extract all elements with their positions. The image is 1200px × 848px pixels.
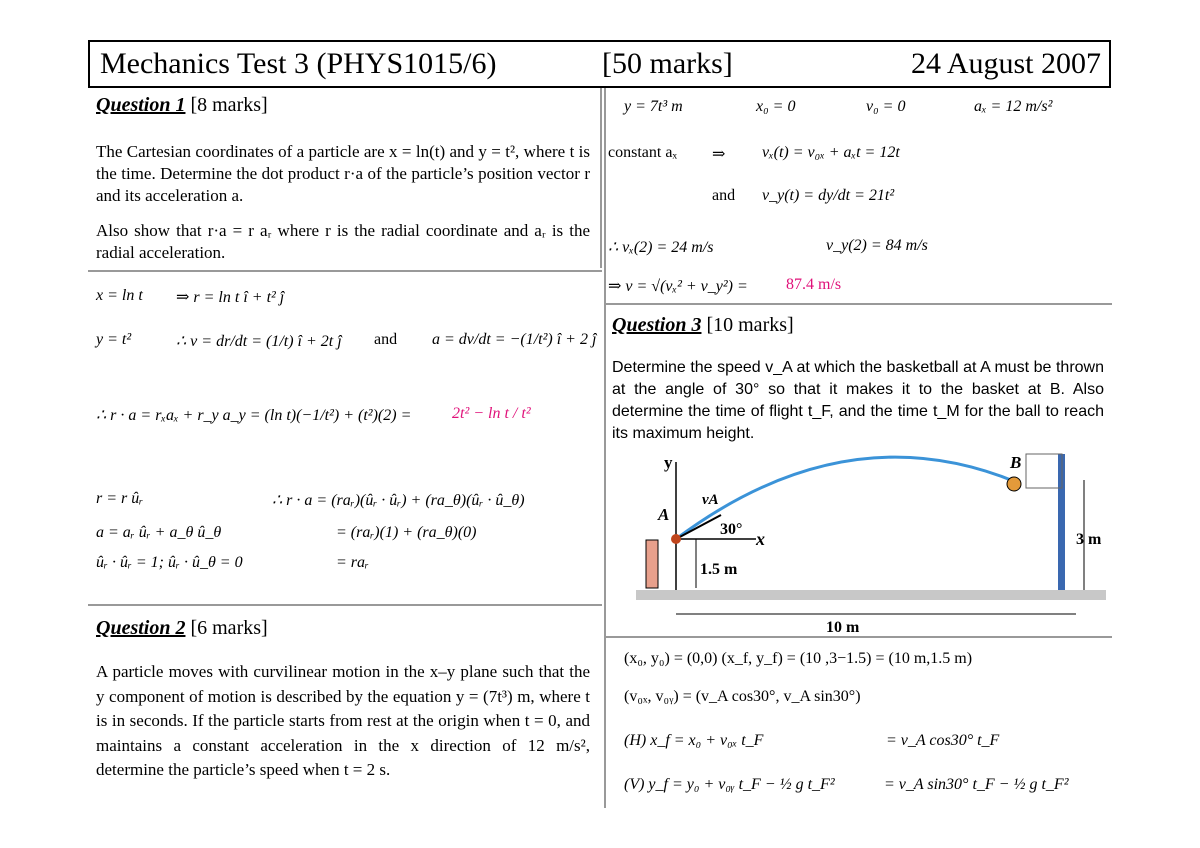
q1-eq: ∴ v = dr/dt = (1/t) î + 2t ĵ [176, 333, 342, 350]
fig-label: 30° [720, 521, 743, 538]
divider [88, 270, 602, 272]
q3-eq: = v_A cos30° t_F [886, 732, 1000, 749]
test-title: Mechanics Test 3 (PHYS1015/6) [100, 47, 497, 80]
fig-label: 1.5 m [700, 561, 738, 578]
q1-answer: 2t² − ln t / t² [452, 405, 531, 422]
q1-eq: y = t² [96, 331, 132, 348]
q3-eq: (x₀, y₀) = (0,0) (x_f, y_f) = (10 ,3−1.5) = (10 m,1.5 m) [624, 650, 973, 667]
q1-eq: r = r ûᵣ [96, 490, 144, 507]
backboard [1026, 454, 1062, 488]
q1-eq: ⇒ r = ln t î + t² ĵ [176, 289, 285, 306]
question-3-heading: Question 3 [10 marks] [612, 314, 794, 336]
fig-label: vA [702, 492, 719, 508]
fig-label: 10 m [826, 619, 860, 636]
divider [600, 88, 602, 268]
q3-eq: (v₀ₓ, v₀ᵧ) = (v_A cos30°, v_A sin30°) [624, 688, 861, 705]
q3-eq: (V) y_f = y₀ + v₀ᵧ t_F − ½ g t_F² [624, 776, 835, 793]
question-2-text: A particle moves with curvilinear motion in the x–y plane such that the y component of motion is described by the equation y = (7t³) m, where t is in seconds. If the particle starts from rest at the origin when t = 0, and maintains a constant acceleration in the x direction of 12 m/s², determine the particle’s speed when t = 2 s. [96, 662, 590, 779]
question-3-text: Determine the speed v_A at which the basketball at A must be thrown at the angle of 30° so that it makes it to the basket at B. Also determine the time of flight t_F, and the time t_M for the ball to reach its maximum height. [612, 359, 1104, 442]
fig-label: x [756, 529, 765, 549]
q2-eq: v_y(2) = 84 m/s [826, 237, 928, 254]
q2-eq: ⇒ [712, 146, 726, 163]
q1-eq: a = aᵣ ûᵣ + a_θ û_θ [96, 524, 222, 541]
question-1-text: The Cartesian coordinates of a particle are x = ln(t) and y = t², where t is the time. Determine the dot product r·a of the particle’s position vector r and its acceleration a. [96, 142, 590, 205]
question-1-heading: Question 1 [8 marks] [96, 94, 268, 116]
q3-eq: (H) x_f = x₀ + v₀ₓ t_F [624, 732, 764, 749]
q1-eq: x = ln t [96, 287, 143, 304]
q1-eq: ∴ r · a = rₓaₓ + r_y a_y = (ln t)(−1/t²) + (t²)(2) = [96, 407, 412, 424]
q2-eq: v₀ = 0 [866, 98, 906, 115]
q2-eq: ∴ vₓ(2) = 24 m/s [608, 239, 714, 256]
question-2-heading: Question 2 [6 marks] [96, 617, 268, 639]
q1-eq: and [374, 331, 398, 348]
q2-answer: 87.4 m/s [786, 276, 842, 293]
fig-label: 3 m [1076, 531, 1102, 548]
ground [636, 590, 1106, 600]
q1-eq: = raᵣ [336, 554, 369, 571]
velocity-arrow [676, 515, 721, 539]
divider [606, 303, 1112, 305]
q2-eq: vₓ(t) = v₀ₓ + aₓt = 12t [762, 144, 900, 161]
fig-label: B [1010, 453, 1022, 472]
q2-eq: ⇒ v = √(vₓ² + v_y²) = [608, 278, 748, 295]
q3-eq: = v_A sin30° t_F − ½ g t_F² [884, 776, 1069, 793]
q1-eq: ûᵣ · ûᵣ = 1; ûᵣ · û_θ = 0 [96, 554, 243, 571]
q2-eq: constant aₓ [608, 144, 678, 161]
basket [1007, 477, 1021, 491]
divider [604, 88, 606, 808]
q2-eq: v_y(t) = dy/dt = 21t² [762, 187, 895, 204]
basketball-figure [606, 452, 1110, 636]
q2-eq: y = 7t³ m [624, 98, 683, 115]
question-1-text-2: Also show that r·a = r aᵣ where r is the radial coordinate and aᵣ is the radial acceleration. [96, 221, 590, 262]
q1-eq: ∴ r · a = (raᵣ)(ûᵣ · ûᵣ) + (ra_θ)(ûᵣ · û_θ) [272, 492, 525, 509]
q2-eq: and [712, 187, 736, 204]
divider [606, 636, 1112, 638]
total-marks: [50 marks] [602, 47, 733, 80]
ball [671, 534, 681, 544]
fig-label: A [658, 505, 670, 524]
divider [88, 604, 602, 606]
q2-eq: x₀ = 0 [756, 98, 796, 115]
player [646, 540, 658, 588]
fig-label: y [664, 453, 673, 472]
header-box [88, 40, 1111, 88]
q1-eq: a = dv/dt = −(1/t²) î + 2 ĵ [432, 331, 597, 348]
q2-eq: aₓ = 12 m/s² [974, 98, 1053, 115]
q1-eq: = (raᵣ)(1) + (ra_θ)(0) [336, 524, 477, 541]
test-date: 24 August 2007 [910, 47, 1101, 80]
